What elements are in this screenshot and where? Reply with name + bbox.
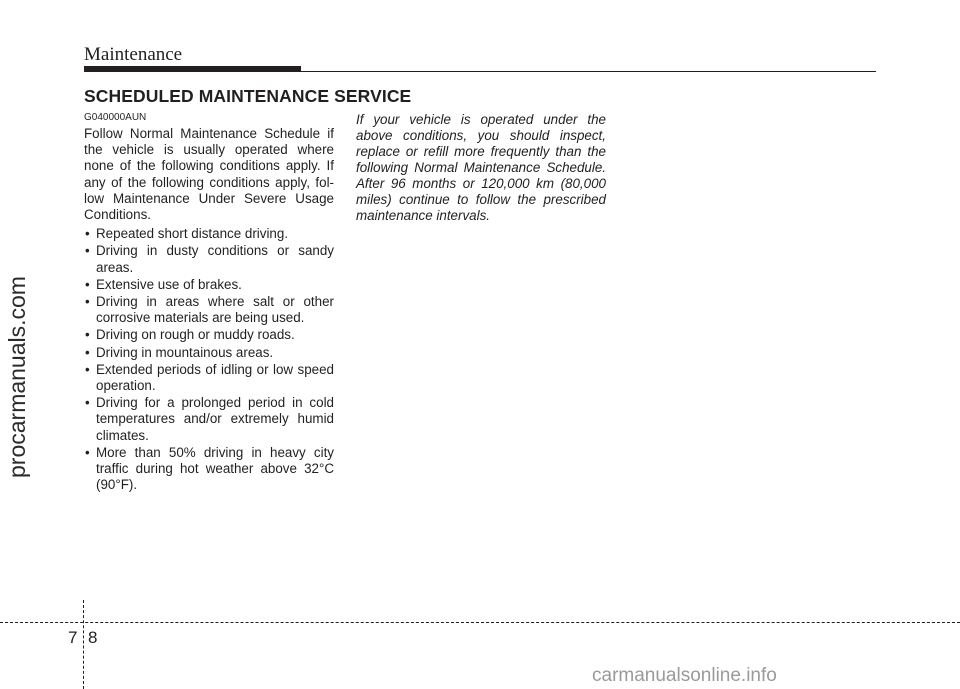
document-code: G040000AUN: [84, 112, 147, 123]
bullet-icon: •: [85, 327, 90, 343]
section-title: SCHEDULED MAINTENANCE SERVICE: [84, 86, 412, 106]
bullet-icon: •: [85, 361, 90, 377]
page-number: 8: [88, 628, 98, 647]
condition-text: Driving in mountainous areas.: [96, 344, 274, 360]
footer-watermark: carmanualsonline.info: [592, 665, 777, 686]
left-column: [84, 112, 334, 494]
condition-text: Extensive use of brakes.: [96, 276, 242, 292]
condition-text: Driving on rough or muddy roads.: [96, 327, 295, 343]
condition-text: Driving in dusty conditions or sandy areas.: [96, 243, 334, 275]
bullet-icon: •: [85, 294, 90, 310]
condition-text: Driving in areas where salt or other corrosive materials are being used.: [96, 294, 334, 326]
chapter-number: 7: [68, 628, 78, 647]
bullet-icon: •: [85, 395, 90, 411]
sidebar-watermark: procarmanuals.com: [4, 276, 30, 478]
bullet-icon: •: [85, 243, 90, 259]
condition-item: [84, 395, 334, 444]
right-column-note: If your vehicle is operated under the above conditions, you should inspect, replace or refill more frequently than the following Normal Maintenance Schedule. After 96 months or 120,000 km (80,000 miles) continue to follow the prescribed maintenance intervals.: [356, 112, 606, 223]
header-rule-thick: [84, 66, 301, 72]
page-header-title: Maintenance: [84, 44, 183, 65]
conditions-list: [84, 226, 334, 493]
bullet-icon: •: [85, 444, 90, 460]
condition-item: [84, 362, 334, 394]
condition-item: [84, 445, 334, 494]
condition-item: [84, 226, 334, 242]
bullet-icon: •: [85, 226, 90, 242]
condition-item: [84, 294, 334, 326]
intro-paragraph: Follow Normal Maintenance Schedule if the vehicle is usually operated where none of the following conditions apply. If any of the following conditions apply, fol-low Maintenance Under Severe Usage Conditions.: [84, 126, 334, 223]
condition-item: [84, 345, 334, 361]
header-rule-thin: [301, 71, 876, 72]
bullet-icon: •: [85, 344, 90, 360]
condition-item: [84, 243, 334, 275]
condition-text: Driving for a prolonged period in cold temperatures and/or extremely humid climates.: [96, 395, 334, 443]
condition-text: More than 50% driving in heavy city traffic during hot weather above 32°C (90°F).: [96, 444, 334, 493]
condition-text: Repeated short distance driving.: [96, 226, 289, 242]
condition-text: Extended periods of idling or low speed operation.: [96, 361, 334, 394]
condition-item: [84, 277, 334, 293]
bullet-icon: •: [85, 276, 90, 292]
footer-dashed-divider: [83, 600, 84, 689]
condition-item: [84, 327, 334, 343]
footer-dashed-rule: [0, 622, 960, 623]
